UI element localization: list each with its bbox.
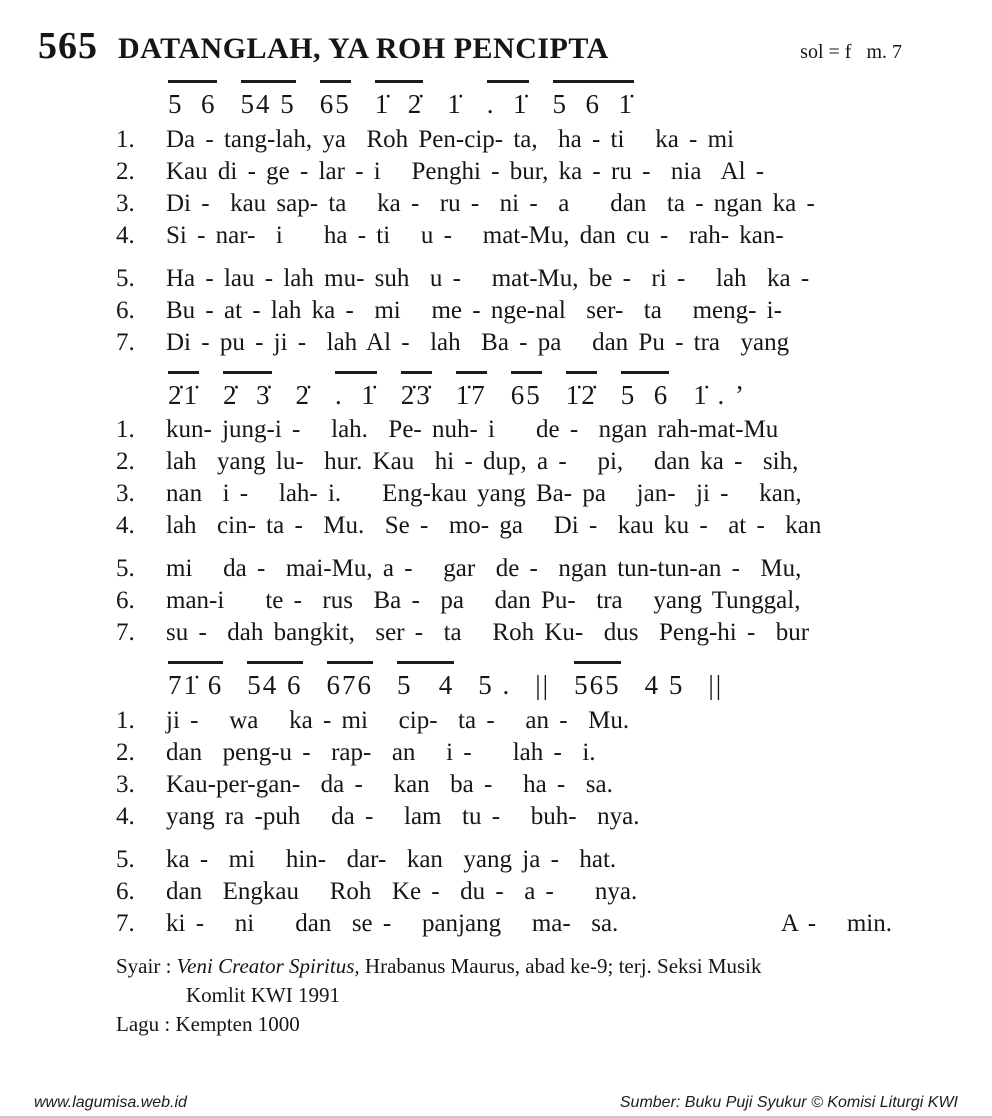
verse-text: Di - pu - ji - lah Al - lah Ba - pa dan Pu - tra yang xyxy=(166,328,790,356)
verse-row xyxy=(116,295,952,327)
credit-lagu xyxy=(116,1010,952,1039)
notation-group: || xyxy=(535,670,551,701)
verse-amen: A - min. xyxy=(780,910,892,938)
verse-number: 7. xyxy=(116,328,135,356)
verse-number: 2. xyxy=(116,739,135,767)
key-signature xyxy=(800,41,952,64)
verse-text: Bu - at - lah ka - mi me - nge-nal ser- ta meng- i- xyxy=(166,296,782,324)
verse-text: yang ra -puh da - lam tu - buh- nya. xyxy=(166,803,640,831)
verse-row xyxy=(116,446,952,478)
notation-group: 565 xyxy=(574,661,621,701)
credit-lagu-label: Lagu : xyxy=(116,1012,176,1037)
stanza-block-2 xyxy=(116,371,952,650)
verse-number: 4. xyxy=(116,221,135,249)
notation-line-1 xyxy=(168,80,952,120)
song-number: 565 xyxy=(38,25,98,67)
verse-row xyxy=(116,156,952,188)
verse-row xyxy=(116,188,952,220)
verse-number: 3. xyxy=(116,771,135,799)
verse-text: dan peng-u - rap- an i - lah - i. xyxy=(166,739,596,767)
verse-text: Da - tang-lah, ya Roh Pen-cip- ta, ha - ti ka - mi xyxy=(166,125,735,153)
verse-row xyxy=(116,705,952,737)
verse-row xyxy=(116,876,952,908)
verse-number: 4. xyxy=(116,803,135,831)
notation-group: 4 5 xyxy=(644,670,685,701)
verse-row xyxy=(116,844,952,876)
verse-text: Ha - lau - lah mu- suh u - mat-Mu, be - ri - lah ka - xyxy=(166,264,810,292)
notation-group: || xyxy=(708,670,724,701)
verse-row xyxy=(116,737,952,769)
song-body xyxy=(38,80,952,940)
stanza-block-3 xyxy=(116,661,952,940)
credits xyxy=(38,952,952,1039)
notation-group: 1̇2̇ xyxy=(566,371,597,411)
notation-group: 1̇ . ’ xyxy=(693,379,746,410)
verse-text: Si - nar- i ha - ti u - mat-Mu, dan cu - rah- kan- xyxy=(166,221,784,249)
verse-text: man-i te - rus Ba - pa dan Pu- tra yang Tunggal, xyxy=(166,587,801,615)
verse-text: ki - ni dan se - panjang ma- sa. xyxy=(166,910,619,938)
notation-group: 5 4 xyxy=(397,661,454,701)
notation-group: 2̇ xyxy=(295,379,311,410)
verse-text: lah cin- ta - Mu. Se - mo- ga Di - kau ku - at - kan xyxy=(166,512,822,540)
verse-row xyxy=(116,553,952,585)
notation-group: 1̇ xyxy=(447,89,463,119)
verse-text: lah yang lu- hur. Kau hi - dup, a - pi, dan ka - sih, xyxy=(166,448,799,476)
verse-number: 2. xyxy=(116,448,135,476)
verse-number: 5. xyxy=(116,846,135,874)
verse-row xyxy=(116,327,952,359)
verse-number: 3. xyxy=(116,189,135,217)
verse-text: Kau di - ge - lar - i Penghi - bur, ka - ru - nia Al - xyxy=(166,157,765,185)
verse-text: nan i - lah- i. Eng-kau yang Ba- pa jan- ji - kan, xyxy=(166,480,802,508)
notation-line-3 xyxy=(168,661,952,701)
verse-number: 4. xyxy=(116,512,135,540)
verse-row xyxy=(116,220,952,252)
notation-group: 5 6 xyxy=(168,80,217,120)
verse-row xyxy=(116,617,952,649)
verse-row xyxy=(116,414,952,446)
notation-group: 1̇ 2̇ xyxy=(375,80,424,120)
verse-number: 7. xyxy=(116,619,135,647)
verse-row xyxy=(116,908,952,940)
verse-number: 5. xyxy=(116,264,135,292)
verses-block-3 xyxy=(116,705,952,940)
notation-group: 54 5 xyxy=(241,80,296,120)
key-meter: m. 7 xyxy=(866,41,902,63)
page-title: DATANGLAH, YA ROH PENCIPTA xyxy=(118,32,609,65)
verse-row xyxy=(116,263,952,295)
verse-number: 6. xyxy=(116,296,135,324)
verse-number: 6. xyxy=(116,587,135,615)
verse-row xyxy=(116,124,952,156)
credit-lagu-value: Kempten 1000 xyxy=(175,1012,300,1037)
notation-group: 2̇3̇ xyxy=(401,371,432,411)
verse-text: Kau-per-gan- da - kan ba - ha - sa. xyxy=(166,771,613,799)
verse-text: Di - kau sap- ta ka - ru - ni - a dan ta - ngan ka - xyxy=(166,189,815,217)
notation-group: 65 xyxy=(511,371,542,411)
verse-row xyxy=(116,769,952,801)
notation-group: 5 . xyxy=(478,670,512,701)
credit-syair xyxy=(116,952,952,981)
bottom-bar xyxy=(0,1094,992,1118)
verses-block-1 xyxy=(116,124,952,359)
notation-group: 5 6 1̇ xyxy=(553,80,635,120)
notation-group: . 1̇ xyxy=(487,80,529,120)
verse-text: mi da - mai-Mu, a - gar de - ngan tun-tun-an - Mu, xyxy=(166,555,802,583)
notation-group: 2̇1̇ xyxy=(168,371,199,411)
verse-text: su - dah bangkit, ser - ta Roh Ku- dus Peng-hi - bur xyxy=(166,619,810,647)
verse-text: kun- jung-i - lah. Pe- nuh- i de - ngan rah-mat-Mu xyxy=(166,416,779,444)
credit-syair-rest: Hrabanus Maurus, abad ke-9; terj. Seksi Musik xyxy=(359,954,762,979)
verses-block-2 xyxy=(116,414,952,649)
verse-row xyxy=(116,585,952,617)
verse-text: ji - wa ka - mi cip- ta - an - Mu. xyxy=(166,707,630,735)
verse-number: 1. xyxy=(116,416,135,444)
credit-syair-label: Syair : xyxy=(116,954,177,979)
verse-number: 1. xyxy=(116,707,135,735)
verse-text: ka - mi hin- dar- kan yang ja - hat. xyxy=(166,846,617,874)
notation-group: 2̇ 3̇ xyxy=(223,371,272,411)
notation-group: 676 xyxy=(327,661,374,701)
verse-number: 7. xyxy=(116,910,135,938)
verse-row xyxy=(116,478,952,510)
notation-group: . 1̇ xyxy=(335,371,377,411)
verse-number: 3. xyxy=(116,480,135,508)
notation-group: 71̇ 6 xyxy=(168,661,223,701)
verse-row xyxy=(116,801,952,833)
verse-number: 6. xyxy=(116,878,135,906)
notation-group: 5 6 xyxy=(621,371,670,411)
stanza-block-1 xyxy=(116,80,952,359)
notation-group: 1̇7 xyxy=(456,371,487,411)
verse-number: 1. xyxy=(116,125,135,153)
credit-syair-title: Veni Creator Spiritus, xyxy=(176,954,360,979)
verse-number: 5. xyxy=(116,555,135,583)
verse-row xyxy=(116,510,952,542)
credit-syair-cont: Komlit KWI 1991 xyxy=(186,983,340,1008)
website-url: www.lagumisa.web.id xyxy=(34,1094,187,1111)
source-attribution: Sumber: Buku Puji Syukur © Komisi Liturgi KWI xyxy=(619,1094,958,1111)
notation-group: 54 6 xyxy=(247,661,302,701)
notation-group: 65 xyxy=(320,80,351,120)
verse-text: dan Engkau Roh Ke - du - a - nya. xyxy=(166,878,638,906)
header xyxy=(38,24,952,68)
notation-line-2 xyxy=(168,371,952,411)
verse-number: 2. xyxy=(116,157,135,185)
key-sol: sol = f xyxy=(800,41,852,63)
